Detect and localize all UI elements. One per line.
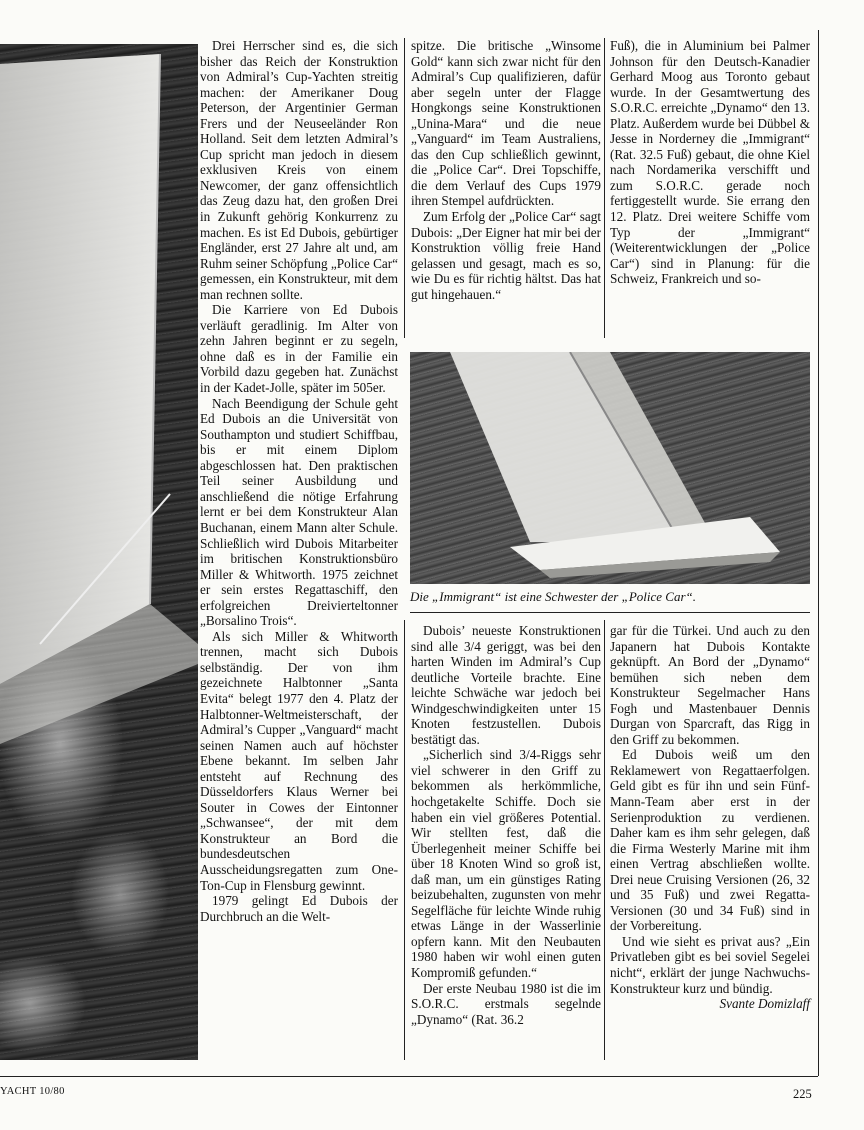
- page-number: 225: [793, 1087, 812, 1101]
- photo-caption: Die „Immigrant“ ist eine Schwester der „Police Car“.: [410, 589, 696, 604]
- article-column-3-bottom: [610, 623, 810, 1012]
- article-column-2-bottom: [411, 623, 601, 1027]
- author-signature: Svante Domizlaff: [719, 996, 810, 1012]
- magazine-issue: YACHT 10/80: [0, 1086, 65, 1097]
- column-divider: [404, 620, 405, 1060]
- paragraph: gar für die Türkei. Und auch zu den Japanern hat Dubois Kontakte geknüpft. An Bord der „Dynamo“ bemühen sich neben dem Konstrukteur Segelmacher Hans Fogh und Mastenbauer Dennis Durgan von Sparcraft, das Rigg in den Griff zu bekommen.: [610, 623, 810, 747]
- paragraph: Als sich Miller & Whitworth trennen, macht sich Dubois selbständig. Der von ihm gezeichnete Halbtonner „Santa Evita“ belegt 1977 den 4. Platz der Halbtonner-Weltmeisterschaft, der Admiral’s Cupper „Vanguard“ macht seinen Namen auch auf höchster Ebene bekannt. Im selben Jahr entsteht auf Rechnung des Düsseldorfers Klaus Werner bei Souter in Cowes der Eintonner „Schwansee“, der mit dem Konstrukteur an Bord die bundesdeutschen Ausscheidungsregatten zum One-Ton-Cup in Flensburg gewinnt.: [200, 628, 398, 893]
- paragraph: Die Karriere von Ed Dubois verläuft geradlinig. Im Alter von zehn Jahren beginnt er zu segeln, ohne daß es in der Familie ein Vorbild dazu gegeben hat. Zunächst in der Kadet-Jolle, später im 505er.: [200, 302, 398, 396]
- article-column-1: [200, 38, 398, 924]
- paragraph: Nach Beendigung der Schule geht Ed Dubois an die Universität von Southampton und studiert Schiffbau, bis er mit einem Diplom abgeschlossen hat. Den praktischen Teil seiner Ausbildung und anschließend die nötige Erfahrung lernt er bei dem Konstrukteur Alan Buchanan, einem Mann alter Schule. Schließlich wird Dubois Mitarbeiter im britischen Konstruktionsbüro Miller & Whitworth. 1975 zeichnet er sein erstes Regattaschiff, den erfolgreichen Dreivierteltonner „Borsalino Trois“.: [200, 395, 398, 629]
- paragraph: Und wie sieht es privat aus? „Ein Privatleben gibt es bei soviel Segelei nicht“, erklärt der junge Nachwuchs-Konstrukteur kurz und bündig.: [610, 933, 810, 996]
- caption-rule: [410, 612, 810, 613]
- sailboat-photo-left: [0, 44, 198, 1060]
- column-divider: [604, 620, 605, 1060]
- paragraph: Zum Erfolg der „Police Car“ sagt Dubois: „Der Eigner hat mir bei der Konstruktion völlig freie Hand gelassen und gesagt, mach es so, wie Du es für richtig hältst. Das hat gut hingehauen.“: [411, 209, 601, 302]
- immigrant-yacht-photo: [410, 352, 810, 584]
- footer-rule: [0, 1076, 818, 1077]
- article-column-2-top: [411, 38, 601, 302]
- paragraph: Fuß), die in Aluminium bei Palmer Johnson für den Deutsch-Kanadier Gerhard Moog aus Toronto gebaut wurde. In der Gesamtwertung des S.O.R.C. erreichte „Dynamo“ den 13. Platz. Außerdem wurde bei Dübbel & Jesse in Norderney die „Immigrant“ (Rat. 32.5 Fuß) gebaut, die ohne Kiel nach Nordamerika verschifft und zum S.O.R.C. gerade noch fertiggestellt wurde. Sie errang den 12. Platz. Drei weitere Schiffe vom Typ der „Immigrant“ (Weiterentwicklungen der „Police Car“) sind in Planung: für die Schweiz, Frankreich und so-: [610, 38, 810, 287]
- paragraph: Ed Dubois weiß um den Reklamewert von Regattaerfolgen. Geld gibt es für ihn und sein Fünf-Mann-Team aber erst in der Serienproduktion zu verdienen. Daher kam es ihm sehr gelegen, daß die Firma Westerly Marine mit ihm einen Vertrag abschließen wollte. Drei neue Cruising Versionen (26, 32 und 35 Fuß) und zwei Regatta-Versionen (30 und 34 Fuß) sind in der Vorbereitung.: [610, 747, 810, 934]
- paragraph: Der erste Neubau 1980 ist die im S.O.R.C. erstmals segelnde „Dynamo“ (Rat. 36.2: [411, 980, 601, 1027]
- paragraph: Dubois’ neueste Konstruktionen sind alle 3/4 geriggt, was bei den harten Winden im Admiral’s Cup deutliche Vorteile brachte. Eine leichte Schwäche war jedoch bei Windgeschwindigkeiten unter 15 Knoten festzustellen. Dubois bestätigt das.: [411, 623, 601, 747]
- paragraph: 1979 gelingt Ed Dubois der Durchbruch an die Welt-: [200, 893, 398, 924]
- paragraph: Drei Herrscher sind es, die sich bisher das Reich der Konstruktion von Admiral’s Cup-Yachten streitig machen: der Amerikaner Doug Peterson, der Argentinier German Frers und der Neuseeländer Ron Holland. Seit dem letzten Admiral’s Cup spricht man jedoch in diesem exklusiven Kreis von einem Newcomer, der ganz offensichtlich das Zeug dazu hat, den großen Drei in Zukunft gehörig Konkurrenz zu machen. Es ist Ed Dubois, gebürtiger Engländer, erst 27 Jahre alt und, am Ruhm seiner Schöpfung „Police Car“ gemessen, ein Konstrukteur, mit dem man rechnen sollte.: [200, 38, 398, 302]
- paragraph: „Sicherlich sind 3/4-Riggs sehr viel schwerer in den Griff zu bekommen als herkömmliche, hochgetakelte Schiffe. Doch sie haben ein viel größeres Potential. Wir stellten fest, daß die Überlegenheit meiner Schiffe bei über 18 Knoten Wind so groß ist, daß man, um ein günstiges Rating beizubehalten, zugunsten von mehr Segelfläche für leichte Winde ruhig etwas Länge in der Wasserlinie opfern kann. Mit den Neubauten 1980 haben wir wohl einen guten Kompromiß gefunden.“: [411, 747, 601, 981]
- column-divider: [404, 38, 405, 338]
- paragraph: spitze. Die britische „Winsome Gold“ kann sich zwar nicht für den Admiral’s Cup qualifizieren, dafür aber segeln unter der Flagge Hongkongs seine Konstruktionen „Unina-Mara“ und die neue „Vanguard“ im Team Australiens, das den Cup schließlich gewinnt, die „Police Car“. Drei Topschiffe, die dem Verlauf des Cups 1979 ihren Stempel aufdrückten.: [411, 38, 601, 209]
- page-edge-rule: [818, 30, 819, 1076]
- column-divider: [604, 38, 605, 338]
- article-column-3-top: [610, 38, 810, 287]
